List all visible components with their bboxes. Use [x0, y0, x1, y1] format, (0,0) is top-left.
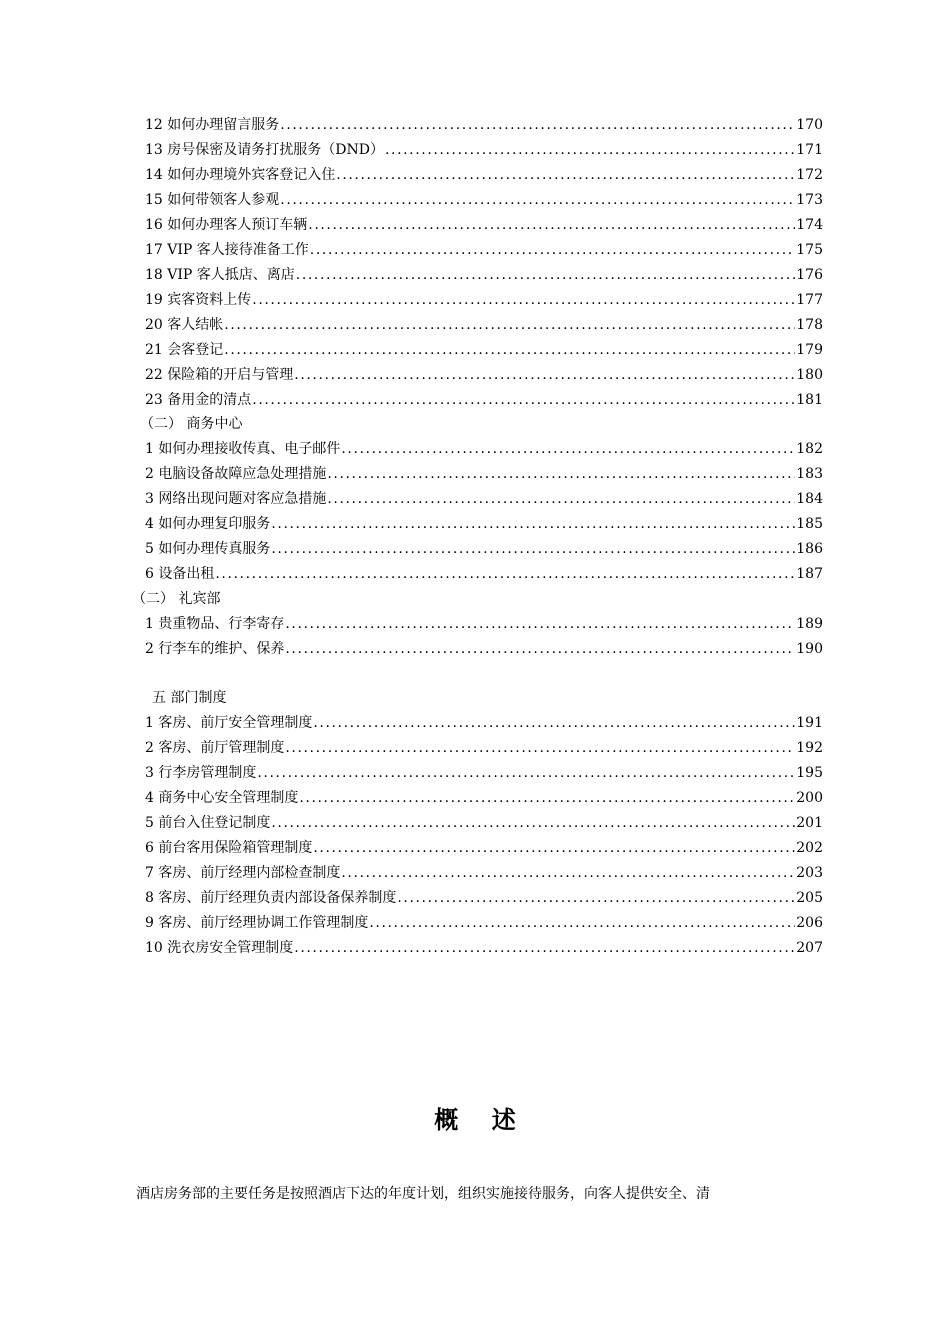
- toc-entry-page: 179: [796, 342, 823, 358]
- dot-leader: [299, 786, 795, 810]
- toc-entry-page: 191: [796, 715, 823, 731]
- toc-entry[interactable]: [145, 836, 823, 860]
- dot-leader: [294, 363, 795, 387]
- toc-entry-page: 183: [796, 466, 823, 482]
- toc-entry-page: 192: [796, 740, 823, 756]
- toc-entry-title: 23 备用金的清点: [145, 392, 252, 408]
- dot-leader: [215, 562, 795, 586]
- toc-entry-title: 6 前台客用保险箱管理制度: [145, 840, 313, 856]
- toc-entry-title: 7 客房、前厅经理内部检查制度: [145, 865, 341, 881]
- toc-entry-page: 200: [796, 790, 823, 806]
- toc-entry[interactable]: [145, 811, 823, 835]
- toc-entry-title: 1 贵重物品、行李寄存: [145, 616, 285, 632]
- dot-leader: [252, 388, 795, 412]
- dot-leader: [252, 288, 795, 312]
- toc-entry-title: 1 如何办理接收传真、电子邮件: [145, 441, 341, 457]
- dot-leader: [294, 936, 795, 960]
- toc-entry-page: 206: [796, 915, 823, 931]
- toc-entry-title: 22 保险箱的开启与管理: [145, 367, 294, 383]
- toc-entry[interactable]: [145, 388, 823, 412]
- toc-entry[interactable]: [145, 313, 823, 337]
- toc-entry[interactable]: [145, 711, 823, 735]
- toc-entry-page: 174: [796, 217, 823, 233]
- toc-entry-page: 201: [796, 815, 823, 831]
- toc-entry[interactable]: [145, 487, 823, 511]
- toc-entry-page: 170: [796, 117, 823, 133]
- toc-entry-page: 195: [796, 765, 823, 781]
- dot-leader: [310, 238, 795, 262]
- toc-entry[interactable]: [145, 263, 823, 287]
- toc-entry-title: 17 VIP 客人接待准备工作: [145, 242, 309, 258]
- dot-leader: [285, 612, 795, 636]
- toc-entry[interactable]: [145, 786, 823, 810]
- dot-leader: [296, 263, 795, 287]
- toc-entry-page: 182: [796, 441, 823, 457]
- toc-entry-page: 176: [796, 267, 823, 283]
- toc-entry[interactable]: [145, 637, 823, 661]
- toc-entry-page: 172: [796, 167, 823, 183]
- dot-leader: [224, 313, 795, 337]
- dot-leader: [336, 163, 795, 187]
- dot-leader: [280, 113, 795, 137]
- toc-entry-title: 18 VIP 客人抵店、离店: [145, 267, 295, 283]
- toc-entry-title: 15 如何带领客人参观: [145, 192, 280, 208]
- toc-entry-title: 19 宾客资料上传: [145, 292, 252, 308]
- dot-leader: [271, 537, 795, 561]
- toc-entry[interactable]: [145, 562, 823, 586]
- toc-entry-title: 14 如何办理境外宾客登记入住: [145, 167, 336, 183]
- toc-entry[interactable]: [145, 238, 823, 262]
- dot-leader: [327, 487, 795, 511]
- toc-entry-page: 178: [796, 317, 823, 333]
- toc-entry-page: 190: [796, 641, 823, 657]
- toc-entry[interactable]: [145, 936, 823, 960]
- toc-entry-page: 205: [796, 890, 823, 906]
- toc-entry-title: 5 如何办理传真服务: [145, 541, 271, 557]
- toc-entry[interactable]: [145, 138, 823, 162]
- toc-entry-page: 186: [796, 541, 823, 557]
- dot-leader: [327, 462, 795, 486]
- toc-entry-page: 202: [796, 840, 823, 856]
- toc-entry-title: 2 客房、前厅管理制度: [145, 740, 285, 756]
- dot-leader: [313, 711, 795, 735]
- toc-entry-page: 181: [796, 392, 823, 408]
- toc-entry-page: 180: [796, 367, 823, 383]
- toc-entry-page: 171: [796, 142, 823, 158]
- toc-entry-title: 6 设备出租: [145, 566, 215, 582]
- toc-entry-title: 3 网络出现问题对客应急措施: [145, 491, 327, 507]
- toc-entry[interactable]: [145, 188, 823, 212]
- toc-entry-title: 20 客人结帐: [145, 317, 224, 333]
- toc-entry[interactable]: [145, 736, 823, 760]
- dot-leader: [385, 138, 795, 162]
- toc-entry[interactable]: [145, 163, 823, 187]
- toc-entry[interactable]: [145, 288, 823, 312]
- toc-entry-title: 2 行李车的维护、保养: [145, 641, 285, 657]
- dot-leader: [271, 811, 795, 835]
- body-paragraph: 酒店房务部的主要任务是按照酒店下达的年度计划，组织实施接待服务，向客人提供安全、清: [136, 1186, 710, 1202]
- toc-entry-page: 207: [796, 940, 823, 956]
- toc-entry-page: 189: [796, 616, 823, 632]
- dot-leader: [257, 761, 795, 785]
- toc-entry[interactable]: [145, 512, 823, 536]
- toc-entry-title: 12 如何办理留言服务: [145, 117, 280, 133]
- dot-leader: [271, 512, 795, 536]
- toc-entry[interactable]: [145, 213, 823, 237]
- toc-entry-title: 16 如何办理客人预订车辆: [145, 217, 308, 233]
- dot-leader: [341, 861, 795, 885]
- toc-entry-title: 1 客房、前厅安全管理制度: [145, 715, 313, 731]
- toc-entry[interactable]: [145, 861, 823, 885]
- toc-entry-page: 173: [796, 192, 823, 208]
- toc-entry-title: 13 房号保密及请务打扰服务（DND）: [145, 142, 384, 158]
- toc-entry[interactable]: [145, 612, 823, 636]
- toc-entry[interactable]: [145, 462, 823, 486]
- toc-entry-title: 9 客房、前厅经理协调工作管理制度: [145, 915, 369, 931]
- toc-entry[interactable]: [145, 537, 823, 561]
- toc-entry[interactable]: [145, 113, 823, 137]
- toc-entry-page: 203: [796, 865, 823, 881]
- dot-leader: [369, 911, 795, 935]
- toc-entry-page: 185: [796, 516, 823, 532]
- toc-section-heading: （二） 商务中心: [140, 416, 243, 432]
- toc-entry-page: 187: [796, 566, 823, 582]
- dot-leader: [285, 637, 795, 661]
- toc-entry-title: 10 洗衣房安全管理制度: [145, 940, 294, 956]
- toc-entry-title: 3 行李房管理制度: [145, 765, 257, 781]
- dot-leader: [341, 437, 795, 461]
- dot-leader: [285, 736, 795, 760]
- toc-entry-page: 175: [796, 242, 823, 258]
- toc-section-heading: （二） 礼宾部: [132, 591, 221, 607]
- toc-entry-page: 184: [796, 491, 823, 507]
- toc-entry-page: 177: [796, 292, 823, 308]
- dot-leader: [224, 338, 795, 362]
- toc-entry-title: 5 前台入住登记制度: [145, 815, 271, 831]
- toc-entry[interactable]: [145, 338, 823, 362]
- toc-entry[interactable]: [145, 437, 823, 461]
- toc-entry[interactable]: [145, 761, 823, 785]
- dot-leader: [308, 213, 795, 237]
- toc-entry[interactable]: [145, 363, 823, 387]
- toc-entry-title: 2 电脑设备故障应急处理措施: [145, 466, 327, 482]
- toc-entry[interactable]: [145, 886, 823, 910]
- dot-leader: [313, 836, 795, 860]
- dot-leader: [280, 188, 795, 212]
- toc-entry[interactable]: [145, 911, 823, 935]
- toc-entry-title: 21 会客登记: [145, 342, 224, 358]
- section-title: 概 述: [434, 1106, 516, 1134]
- toc-entry-title: 8 客房、前厅经理负责内部设备保养制度: [145, 890, 397, 906]
- toc-chapter-heading: 五 部门制度: [152, 690, 227, 706]
- dot-leader: [397, 886, 795, 910]
- toc-entry-title: 4 如何办理复印服务: [145, 516, 271, 532]
- toc-entry-title: 4 商务中心安全管理制度: [145, 790, 299, 806]
